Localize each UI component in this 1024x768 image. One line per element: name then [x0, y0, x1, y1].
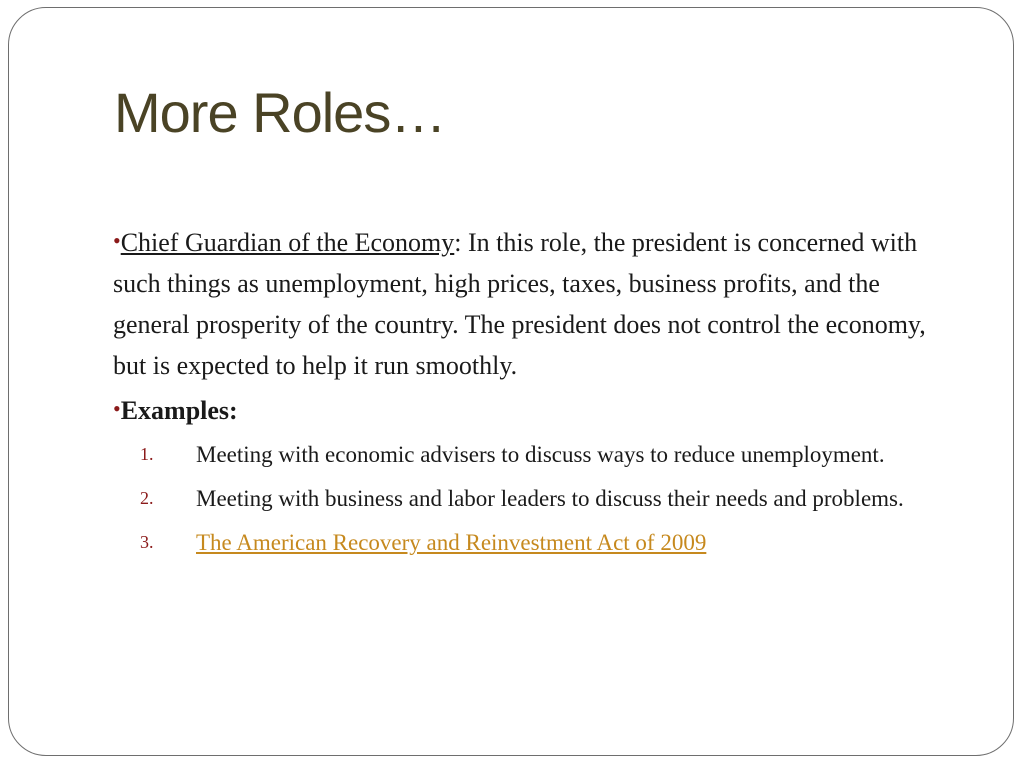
list-item	[113, 480, 933, 517]
list-item	[113, 524, 933, 561]
bullet-examples	[113, 390, 933, 430]
bullet-icon: •	[113, 228, 121, 253]
slide-content	[113, 220, 933, 568]
list-number: 1.	[140, 444, 154, 464]
bullet-icon: •	[113, 396, 121, 421]
bullet-text: : In this role, the president is concerned with such things as unemployment, high prices, taxes, business profits, and the general prosperity of the country. The president does not control the economy, but is expected to help it run smoothly.	[113, 228, 926, 380]
bullet-chief-guardian	[113, 220, 933, 386]
list-item-text: Meeting with economic advisers to discuss ways to reduce unemployment.	[196, 442, 885, 467]
recovery-act-link[interactable]: The American Recovery and Reinvestment Act of 2009	[196, 530, 707, 555]
list-number: 2.	[140, 488, 154, 508]
list-item-text: Meeting with business and labor leaders to discuss their needs and problems.	[196, 486, 904, 511]
bullet-term: Chief Guardian of the Economy	[120, 228, 455, 257]
examples-heading: Examples:	[120, 396, 238, 425]
examples-list	[113, 436, 933, 561]
list-number: 3.	[140, 532, 154, 552]
slide-title: More Roles…	[114, 81, 446, 144]
slide-frame	[8, 7, 1014, 756]
list-item	[113, 436, 933, 473]
